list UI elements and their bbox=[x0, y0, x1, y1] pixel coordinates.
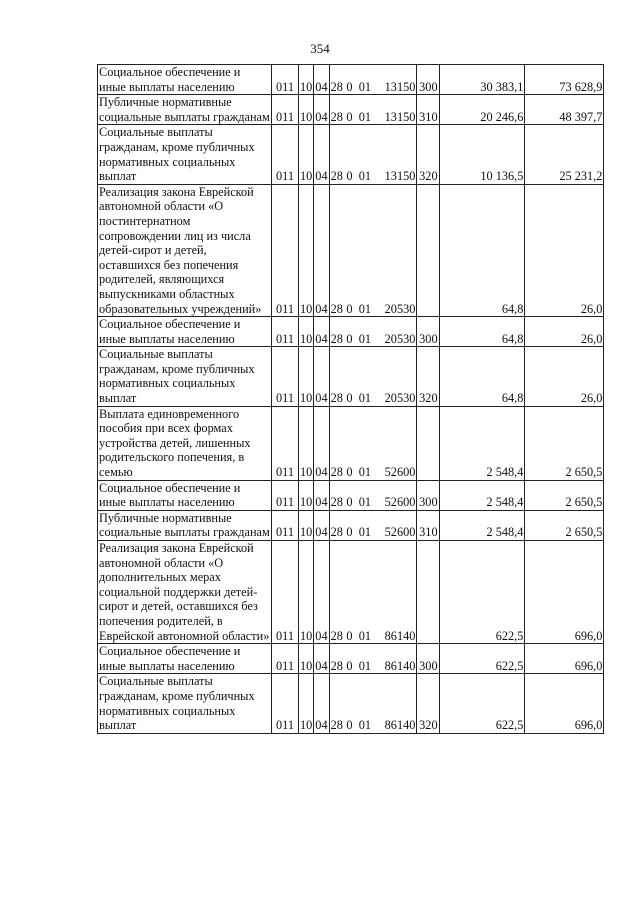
cell-target-b: 0 bbox=[344, 510, 355, 540]
cell-target-a: 28 bbox=[329, 184, 344, 316]
table-row bbox=[98, 406, 604, 480]
cell-code-2: 10 bbox=[299, 644, 314, 674]
cell-code-1: 011 bbox=[272, 644, 299, 674]
cell-code-3: 04 bbox=[314, 347, 329, 406]
cell-code-1: 011 bbox=[272, 95, 299, 125]
cell-target-a: 28 bbox=[329, 644, 344, 674]
cell-amount-2: 26,0 bbox=[525, 184, 604, 316]
cell-code-1: 011 bbox=[272, 347, 299, 406]
cell-amount-2: 26,0 bbox=[525, 317, 604, 347]
cell-target-d: 20530 bbox=[375, 347, 417, 406]
cell-code-3: 04 bbox=[314, 541, 329, 644]
cell-expense-type: 310 bbox=[417, 510, 440, 540]
cell-name: Выплата единовременного пособия при всех формах устройства детей, лишенных родительского попечения, в семью bbox=[98, 406, 272, 480]
cell-code-1: 011 bbox=[272, 317, 299, 347]
cell-expense-type bbox=[417, 541, 440, 644]
cell-target-a: 28 bbox=[329, 510, 344, 540]
cell-target-c: 01 bbox=[355, 125, 375, 184]
cell-code-2: 10 bbox=[299, 406, 314, 480]
cell-amount-2: 48 397,7 bbox=[525, 95, 604, 125]
cell-code-1: 011 bbox=[272, 184, 299, 316]
cell-amount-2: 2 650,5 bbox=[525, 406, 604, 480]
cell-name: Социальные выплаты гражданам, кроме публичных нормативных социальных выплат bbox=[98, 125, 272, 184]
cell-expense-type: 300 bbox=[417, 644, 440, 674]
cell-target-d: 20530 bbox=[375, 184, 417, 316]
cell-code-2: 10 bbox=[299, 95, 314, 125]
cell-name: Публичные нормативные социальные выплаты гражданам bbox=[99, 510, 270, 540]
budget-table bbox=[97, 64, 604, 734]
cell-amount-2: 696,0 bbox=[525, 541, 604, 644]
cell-code-1: 011 bbox=[272, 510, 299, 540]
cell-target-d: 86140 bbox=[375, 674, 417, 733]
cell-target-a: 28 bbox=[329, 541, 344, 644]
cell-amount-1: 64,8 bbox=[440, 317, 525, 347]
cell-target-a: 28 bbox=[329, 95, 344, 125]
cell-code-3: 04 bbox=[314, 125, 329, 184]
cell-code-2: 10 bbox=[299, 125, 314, 184]
cell-expense-type: 300 bbox=[417, 480, 440, 510]
cell-target-b: 0 bbox=[344, 674, 355, 733]
cell-amount-2: 73 628,9 bbox=[525, 65, 604, 95]
cell-target-d: 20530 bbox=[375, 317, 417, 347]
cell-target-c: 01 bbox=[355, 541, 375, 644]
cell-name: Социальные выплаты гражданам, кроме публичных нормативных социальных выплат bbox=[98, 347, 272, 406]
cell-target-c: 01 bbox=[355, 95, 375, 125]
cell-amount-1: 2 548,4 bbox=[440, 480, 525, 510]
cell-target-c: 01 bbox=[355, 347, 375, 406]
cell-name: Реализация закона Еврейской автономной области «О постинтернатном сопровождении лиц из числа детей-сирот и детей, оставшихся без попечения родителей, являющихся выпускниками областных образовательных учреждений» bbox=[98, 184, 272, 316]
cell-code-1: 011 bbox=[272, 406, 299, 480]
cell-target-c: 01 bbox=[355, 674, 375, 733]
cell-amount-1: 64,8 bbox=[440, 184, 525, 316]
cell-code-1: 011 bbox=[272, 541, 299, 644]
cell-target-a: 28 bbox=[329, 406, 344, 480]
cell-expense-type: 310 bbox=[417, 95, 440, 125]
cell-target-a: 28 bbox=[329, 65, 344, 95]
cell-target-c: 01 bbox=[355, 644, 375, 674]
cell-amount-1: 2 548,4 bbox=[440, 406, 525, 480]
cell-target-b: 0 bbox=[344, 65, 355, 95]
cell-target-a: 28 bbox=[329, 674, 344, 733]
cell-amount-2: 26,0 bbox=[525, 347, 604, 406]
cell-name: Реализация закона Еврейской автономной области «О дополнительных мерах социальной поддержки детей-сирот и детей, оставшихся без попечения родителей, в Еврейской автономной области» bbox=[98, 541, 272, 644]
table-row bbox=[98, 347, 604, 406]
cell-target-d: 52600 bbox=[375, 510, 417, 540]
table-row bbox=[98, 510, 604, 540]
cell-code-2: 10 bbox=[299, 674, 314, 733]
cell-expense-type: 320 bbox=[417, 347, 440, 406]
cell-target-c: 01 bbox=[355, 510, 375, 540]
cell-target-d: 13150 bbox=[375, 125, 417, 184]
cell-amount-2: 696,0 bbox=[525, 674, 604, 733]
cell-amount-1: 10 136,5 bbox=[440, 125, 525, 184]
cell-code-3: 04 bbox=[314, 317, 329, 347]
cell-amount-2: 2 650,5 bbox=[525, 510, 604, 540]
cell-amount-1: 622,5 bbox=[440, 644, 525, 674]
cell-code-2: 10 bbox=[299, 480, 314, 510]
cell-target-b: 0 bbox=[344, 406, 355, 480]
cell-code-2: 10 bbox=[299, 184, 314, 316]
cell-amount-2: 696,0 bbox=[525, 644, 604, 674]
cell-name: Социальные выплаты гражданам, кроме публичных нормативных социальных выплат bbox=[98, 674, 272, 733]
cell-name: Социальное обеспечение и иные выплаты населению bbox=[98, 644, 272, 674]
cell-target-a: 28 bbox=[329, 480, 344, 510]
table-row bbox=[98, 95, 604, 125]
cell-expense-type: 300 bbox=[417, 317, 440, 347]
cell-code-2: 10 bbox=[299, 65, 314, 95]
cell-target-b: 0 bbox=[344, 541, 355, 644]
cell-code-2: 10 bbox=[299, 510, 314, 540]
cell-target-d: 52600 bbox=[375, 406, 417, 480]
cell-target-d: 13150 bbox=[375, 65, 417, 95]
cell-amount-2: 25 231,2 bbox=[525, 125, 604, 184]
cell-expense-type: 300 bbox=[417, 65, 440, 95]
cell-code-3: 04 bbox=[314, 95, 329, 125]
cell-amount-1: 2 548,4 bbox=[440, 510, 525, 540]
cell-code-1: 011 bbox=[272, 674, 299, 733]
cell-code-3: 04 bbox=[314, 644, 329, 674]
cell-target-b: 0 bbox=[344, 644, 355, 674]
cell-name: Социальное обеспечение и иные выплаты населению bbox=[98, 65, 272, 95]
cell-expense-type: 320 bbox=[417, 125, 440, 184]
cell-target-c: 01 bbox=[355, 317, 375, 347]
cell-name: Социальное обеспечение и иные выплаты населению bbox=[98, 480, 272, 510]
cell-code-3: 04 bbox=[314, 65, 329, 95]
table-row bbox=[98, 644, 604, 674]
cell-amount-1: 30 383,1 bbox=[440, 65, 525, 95]
cell-name: Публичные нормативные социальные выплаты гражданам bbox=[99, 95, 270, 124]
cell-amount-1: 622,5 bbox=[440, 674, 525, 733]
cell-amount-1: 64,8 bbox=[440, 347, 525, 406]
cell-code-1: 011 bbox=[272, 65, 299, 95]
table-body bbox=[98, 65, 604, 734]
table-row bbox=[98, 541, 604, 644]
cell-code-3: 04 bbox=[314, 480, 329, 510]
table-row bbox=[98, 184, 604, 316]
cell-expense-type bbox=[417, 184, 440, 316]
cell-target-b: 0 bbox=[344, 347, 355, 406]
cell-code-3: 04 bbox=[314, 510, 329, 540]
cell-name: Социальное обеспечение и иные выплаты населению bbox=[98, 317, 272, 347]
cell-target-d: 86140 bbox=[375, 541, 417, 644]
cell-target-c: 01 bbox=[355, 480, 375, 510]
cell-code-3: 04 bbox=[314, 674, 329, 733]
table-row bbox=[98, 125, 604, 184]
cell-amount-2: 2 650,5 bbox=[525, 480, 604, 510]
cell-target-a: 28 bbox=[329, 125, 344, 184]
cell-amount-1: 622,5 bbox=[440, 541, 525, 644]
cell-target-b: 0 bbox=[344, 184, 355, 316]
cell-code-1: 011 bbox=[272, 125, 299, 184]
cell-code-2: 10 bbox=[299, 541, 314, 644]
table-row bbox=[98, 317, 604, 347]
page-number: 354 bbox=[310, 41, 330, 56]
table-row bbox=[98, 65, 604, 95]
cell-target-c: 01 bbox=[355, 406, 375, 480]
cell-target-d: 86140 bbox=[375, 644, 417, 674]
cell-target-c: 01 bbox=[355, 184, 375, 316]
cell-code-2: 10 bbox=[299, 317, 314, 347]
cell-code-3: 04 bbox=[314, 184, 329, 316]
cell-code-2: 10 bbox=[299, 347, 314, 406]
cell-code-1: 011 bbox=[272, 480, 299, 510]
table-row bbox=[98, 674, 604, 733]
cell-target-a: 28 bbox=[329, 317, 344, 347]
cell-target-a: 28 bbox=[329, 347, 344, 406]
cell-amount-1: 20 246,6 bbox=[440, 95, 525, 125]
table-row bbox=[98, 480, 604, 510]
cell-target-d: 13150 bbox=[375, 95, 417, 125]
cell-target-b: 0 bbox=[344, 480, 355, 510]
cell-expense-type bbox=[417, 406, 440, 480]
cell-target-b: 0 bbox=[344, 317, 355, 347]
cell-target-c: 01 bbox=[355, 65, 375, 95]
cell-target-d: 52600 bbox=[375, 480, 417, 510]
cell-expense-type: 320 bbox=[417, 674, 440, 733]
cell-target-b: 0 bbox=[344, 95, 355, 125]
cell-code-3: 04 bbox=[314, 406, 329, 480]
cell-target-b: 0 bbox=[344, 125, 355, 184]
